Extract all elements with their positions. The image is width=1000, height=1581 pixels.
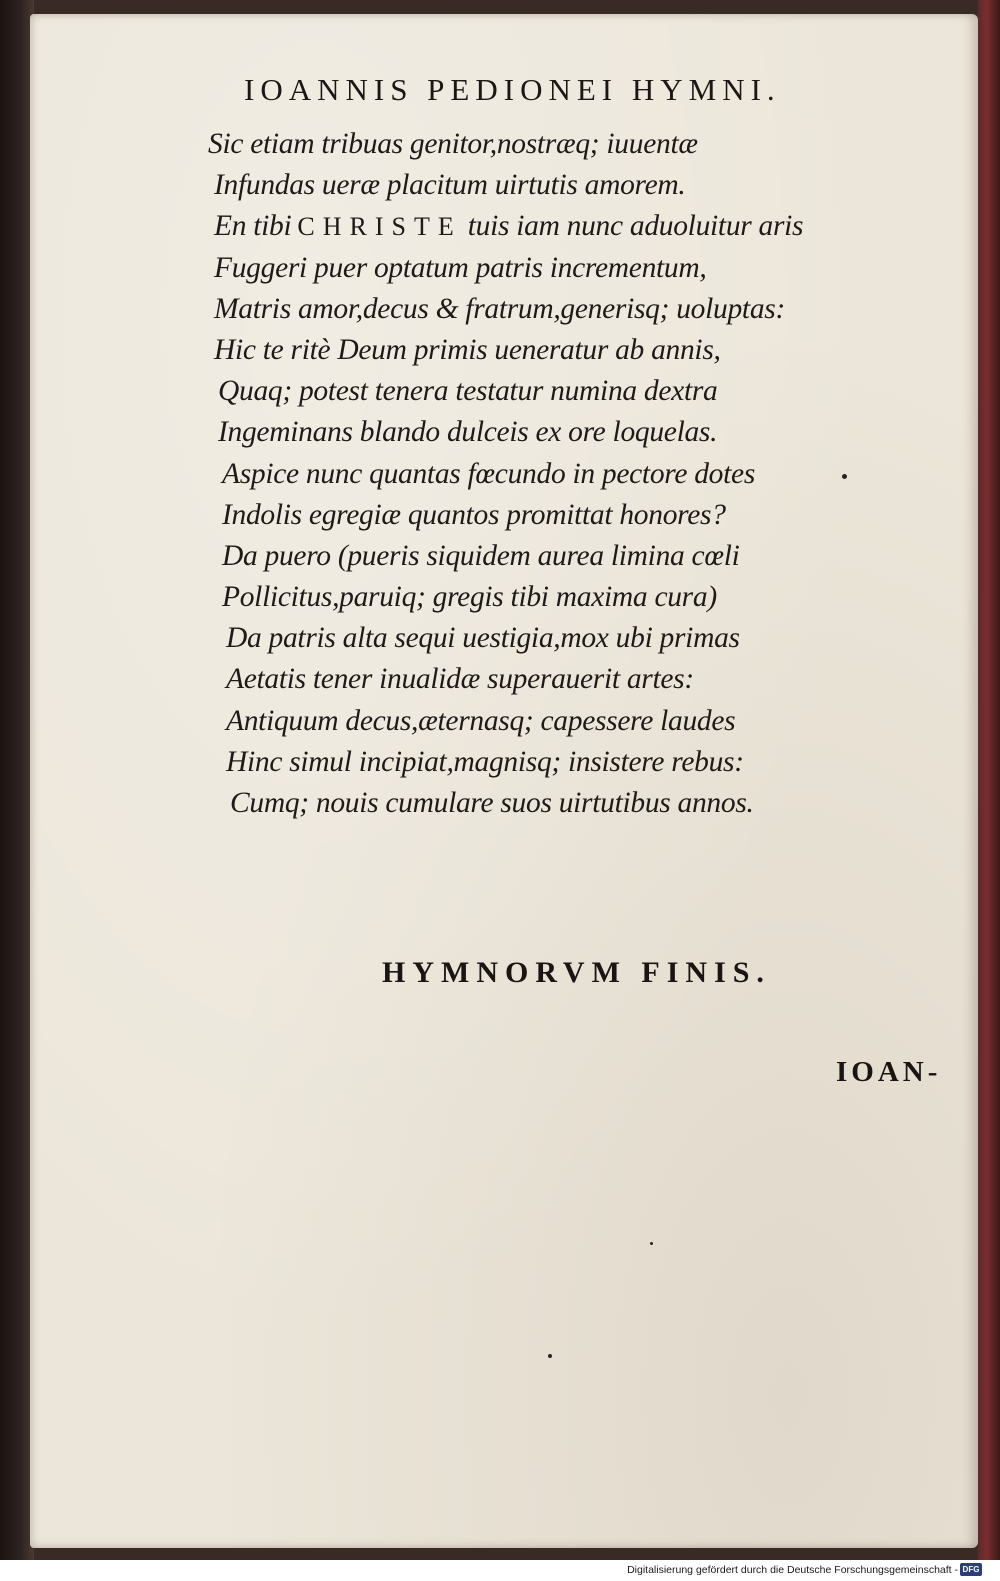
ink-speck — [842, 474, 847, 479]
dfg-logo-icon: DFG — [960, 1563, 982, 1576]
funding-credit: Digitalisierung gefördert durch die Deutsche Forschungsgemeinschaft - — [627, 1564, 958, 1576]
verse-line: Aetatis tener inualidæ superauerit artes: — [226, 663, 694, 696]
verse-line: Hic te ritè Deum primis ueneratur ab annis, — [214, 333, 721, 366]
verse-line: Da patris alta sequi uestigia,mox ubi primas — [226, 622, 740, 655]
ink-speck — [548, 1354, 552, 1358]
verse-line: Infundas ueræ placitum uirtutis amorem. — [214, 169, 686, 202]
hymnorum-finis-heading: HYMNORVM FINIS. — [382, 956, 771, 989]
verse-line-post: tuis iam nunc aduoluitur aris — [467, 210, 804, 243]
verse-line: Pollicitus,paruiq; gregis tibi maxima cura) — [222, 581, 717, 614]
verse-line: Cumq; nouis cumulare suos uirtutibus annos. — [230, 787, 754, 819]
verse-line: Quaq; potest tenera testatur numina dextra — [218, 375, 718, 408]
catchword: IOAN- — [836, 1056, 942, 1088]
verse-line: Antiquum decus,æternasq; capessere laudes — [226, 704, 736, 737]
verse-line: Hinc simul incipiat,magnisq; insistere rebus: — [226, 745, 744, 778]
verse-block — [208, 124, 803, 824]
verse-line: Da puero (pueris siquidem aurea limina cœli — [222, 539, 740, 572]
binding-edge-right — [978, 0, 1000, 1560]
verse-line: Ingeminans blando dulceis ex ore loquelas. — [218, 416, 718, 449]
verse-line: Aspice nunc quantas fœcundo in pectore dotes — [222, 457, 755, 490]
verse-line: Matris amor,decus & fratrum,generisq; uoluptas: — [214, 292, 785, 325]
verse-line-small-caps: CHRISTE — [297, 212, 462, 242]
verse-line: Indolis egregiæ quantos promittat honores? — [222, 498, 726, 531]
binding-edge-left — [0, 0, 34, 1560]
verse-line — [208, 206, 803, 247]
verse-line: Sic etiam tribuas genitor,nostræq; iuuentæ — [208, 128, 698, 160]
running-head: IOANNIS PEDIONEI HYMNI. — [244, 72, 781, 107]
verse-line: Fuggeri puer optatum patris incrementum, — [214, 251, 707, 284]
ink-speck — [650, 1242, 653, 1245]
verse-line-pre: En tibi — [214, 210, 292, 243]
